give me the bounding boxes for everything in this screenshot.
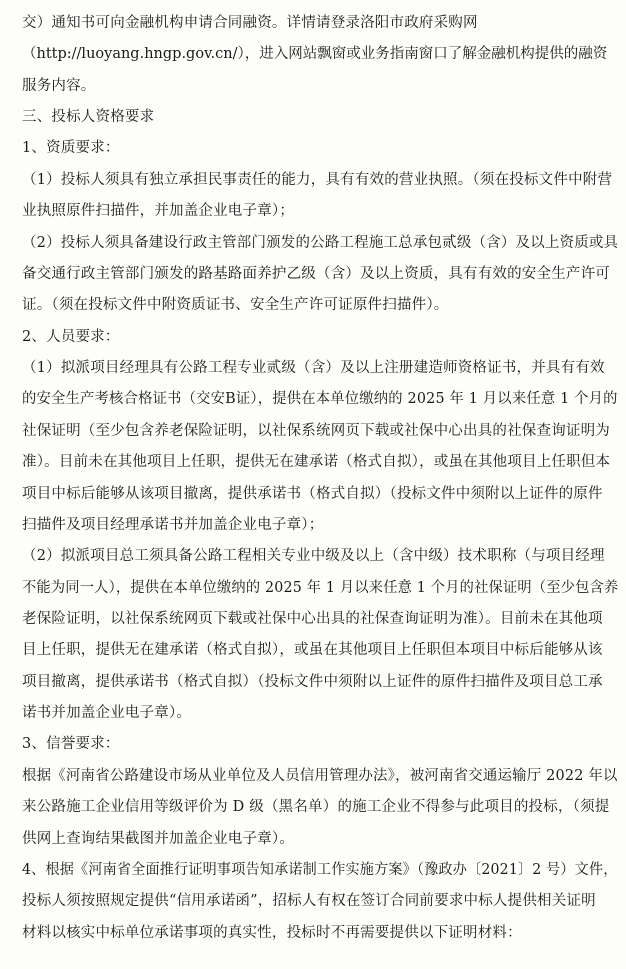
text-line: 老保险证明，以社保系统网页下载或社保中心出具的社保查询证明为准）。目前未在其他项 bbox=[22, 611, 603, 627]
text-line: 备交通行政主管部门颁发的路基路面养护乙级（含）及以上资质，具有有效的安全生产许可 bbox=[22, 266, 610, 282]
text-line: （1）投标人须具有独立承担民事责任的能力，具有有效的营业执照。（须在投标文件中附营 bbox=[22, 172, 613, 188]
text-line: 根据《河南省公路建设市场从业单位及人员信用管理办法》，被河南省交通运输厅 2022 年以 bbox=[22, 768, 618, 784]
section-heading: 三、投标人资格要求 bbox=[22, 109, 155, 125]
text-line: 目上任职，提供无在建承诺（格式自拟），或虽在其他项目上任职但本项目中标后能够从该 bbox=[22, 642, 603, 658]
text-line: 不能为同一人），提供在本单位缴纳的 2025 年 1 月以来任意 1 个月的社保证明（至少包含养 bbox=[22, 580, 619, 596]
text-line: （1）拟派项目经理具有公路工程专业贰级（含）及以上注册建造师资格证书，并具有有效 bbox=[22, 360, 605, 376]
text-line: 项目撤离，提供承诺书（格式自拟）（投标文件中须附以上证件的原件扫描件及项目总工承 bbox=[22, 674, 603, 690]
text-line: （http://luoyang.hngp.gov.cn/），进入网站飘窗或业务指南窗口了解金融机构提供的融资 bbox=[22, 46, 608, 62]
text-line: 来公路施工企业信用等级评价为 D 级（黑名单）的施工企业不得参与此项目的投标，（须提 bbox=[22, 799, 610, 815]
text-line: 项目中标后能够从该项目撤离，提供承诺书（格式自拟）（投标文件中须附以上证件的原件 bbox=[22, 486, 603, 502]
text-line: 4、根据《河南省全面推行证明事项告知承诺制工作实施方案》（豫政办〔2021〕2 号）文件， bbox=[22, 862, 618, 878]
text-line: 证。（须在投标文件中附资质证书、安全生产许可证原件扫描件）。 bbox=[22, 297, 449, 313]
text-line: 材料以核实中标单位承诺事项的真实性，投标时不再需要提供以下证明材料： bbox=[22, 925, 522, 941]
text-line: （2）投标人须具备建设行政主管部门颁发的公路工程施工总承包贰级（含）及以上资质或具 bbox=[22, 235, 619, 251]
text-line: 扫描件及项目经理承诺书并加盖企业电子章）； bbox=[22, 517, 324, 533]
text-line: 的安全生产考核合格证书（交安B证），提供在本单位缴纳的 2025 年 1 月以来任意 1 个月的 bbox=[22, 391, 618, 407]
text-line: 准）。目前未在其他项目上任职，提供无在建承诺（格式自拟），或虽在其他项目上任职但本 bbox=[22, 454, 611, 470]
subsection-heading: 2、人员要求： bbox=[22, 329, 120, 345]
text-line: 交）通知书可向金融机构申请合同融资。详情请登录洛阳市政府采购网 bbox=[22, 15, 478, 31]
text-line: 供网上查询结果截图并加盖企业电子章）。 bbox=[22, 831, 295, 847]
text-line: （2）拟派项目总工须具备公路工程相关专业中级及以上（含中级）技术职称（与项目经理 bbox=[22, 548, 605, 564]
text-line: 诺书并加盖企业电子章）。 bbox=[22, 705, 192, 721]
subsection-heading: 3、信誉要求： bbox=[22, 736, 120, 752]
subsection-heading: 1、资质要求： bbox=[22, 140, 120, 156]
text-line: 服务内容。 bbox=[22, 78, 96, 94]
text-line: 投标人须按照规定提供“信用承诺函”，招标人有权在签订合同前要求中标人提供相关证明 bbox=[22, 893, 596, 909]
text-line: 业执照原件扫描件，并加盖企业电子章）； bbox=[22, 203, 295, 219]
text-line: 社保证明（至少包含养老保险证明，以社保系统网页下载或社保中心出具的社保查询证明为 bbox=[22, 423, 610, 439]
